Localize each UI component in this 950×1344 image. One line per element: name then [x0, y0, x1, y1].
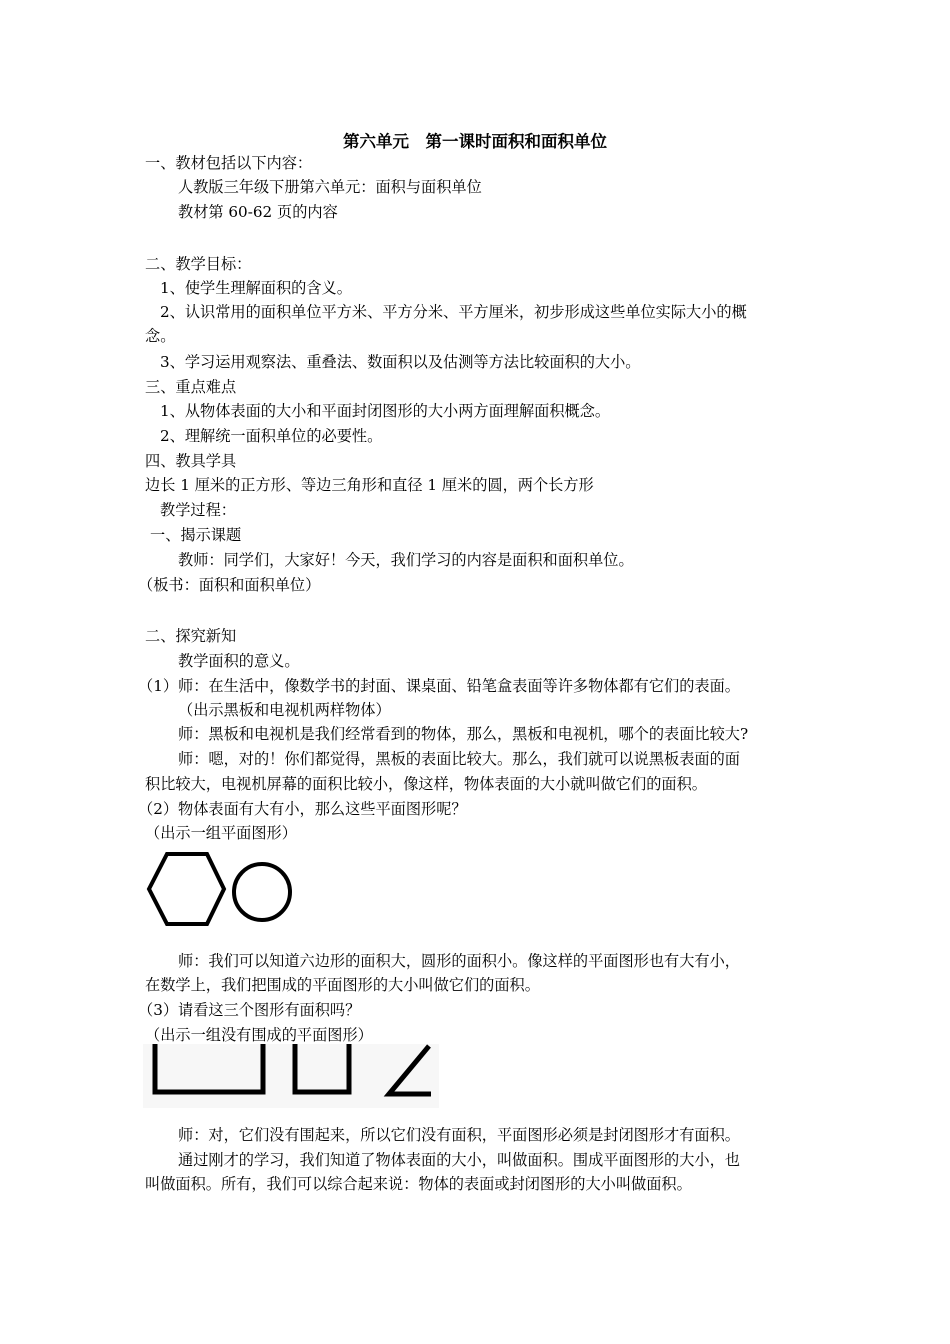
paragraph-line: 教学面积的意义。: [178, 652, 300, 670]
paragraph-line: 师：对，它们没有围起来，所以它们没有面积，平面图形必须是封闭图形才有面积。: [178, 1126, 740, 1144]
paragraph-line: （出示一组平面图形）: [145, 824, 297, 842]
section-heading: 二、探究新知: [145, 627, 237, 645]
paragraph-line: 师：我们可以知道六边形的面积大，圆形的面积小。像这样的平面图形也有大有小，: [178, 952, 740, 970]
section-heading: 三、重点难点: [145, 378, 237, 396]
hexagon-shape: [149, 854, 224, 924]
paragraph-line: 2、理解统一面积单位的必要性。: [160, 427, 383, 445]
paragraph-line: （板书：面积和面积单位）: [138, 576, 321, 594]
paragraph-line: 念。: [145, 327, 176, 345]
paragraph-line: （出示黑板和电视机两样物体）: [178, 701, 391, 719]
paragraph-line: 通过刚才的学习，我们知道了物体表面的大小，叫做面积。围成平面图形的大小，也: [178, 1151, 740, 1169]
page-title: 第六单元 第一课时面积和面积单位: [343, 132, 607, 151]
section-heading: 二、教学目标：: [145, 255, 252, 273]
open-shapes-figure: [143, 1044, 439, 1108]
paragraph-line: 师：黑板和电视机是我们经常看到的物体，那么，黑板和电视机，哪个的表面比较大?: [178, 725, 749, 743]
paragraph-line: 师：嗯，对的！你们都觉得，黑板的表面比较大。那么，我们就可以说黑板表面的面: [178, 750, 740, 768]
closed-shapes-figure: [140, 848, 300, 930]
paragraph-line: 1、从物体表面的大小和平面封闭图形的大小两方面理解面积概念。: [160, 402, 611, 420]
section-heading: 一、教材包括以下内容：: [145, 154, 313, 172]
paragraph-line: 人教版三年级下册第六单元：面积与面积单位: [178, 178, 482, 196]
paragraph-line: 边长 1 厘米的正方形、等边三角形和直径 1 厘米的圆，两个长方形: [145, 476, 594, 494]
paragraph-line: （3）请看这三个图形有面积吗？: [138, 1001, 361, 1019]
paragraph-line: 3、学习运用观察法、重叠法、数面积以及估测等方法比较面积的大小。: [160, 353, 641, 371]
section-heading: 四、教具学具: [145, 452, 237, 470]
paragraph-line: （1）师：在生活中，像数学书的封面、课桌面、铅笔盒表面等许多物体都有它们的表面。: [138, 677, 740, 695]
section-heading: 一、揭示课题: [150, 526, 242, 544]
paragraph-line: 教师：同学们，大家好！今天，我们学习的内容是面积和面积单位。: [178, 551, 634, 569]
circle-shape: [234, 864, 290, 920]
paragraph-line: 积比较大，电视机屏幕的面积比较小，像这样，物体表面的大小就叫做它们的面积。: [145, 775, 707, 793]
paragraph-line: 教学过程：: [160, 501, 236, 519]
paragraph-line: 在数学上，我们把围成的平面图形的大小叫做它们的面积。: [145, 976, 540, 994]
paragraph-line: 1、使学生理解面积的含义。: [160, 279, 352, 297]
paragraph-line: 叫做面积。所有，我们可以综合起来说：物体的表面或封闭图形的大小叫做面积。: [145, 1175, 692, 1193]
paragraph-line: （出示一组没有围成的平面图形）: [145, 1026, 373, 1044]
paragraph-line: 教材第 60-62 页的内容: [178, 203, 338, 221]
paragraph-line: 2、认识常用的面积单位平方米、平方分米、平方厘米，初步形成这些单位实际大小的概: [160, 303, 747, 321]
paragraph-line: （2）物体表面有大有小，那么这些平面图形呢？: [138, 800, 467, 818]
